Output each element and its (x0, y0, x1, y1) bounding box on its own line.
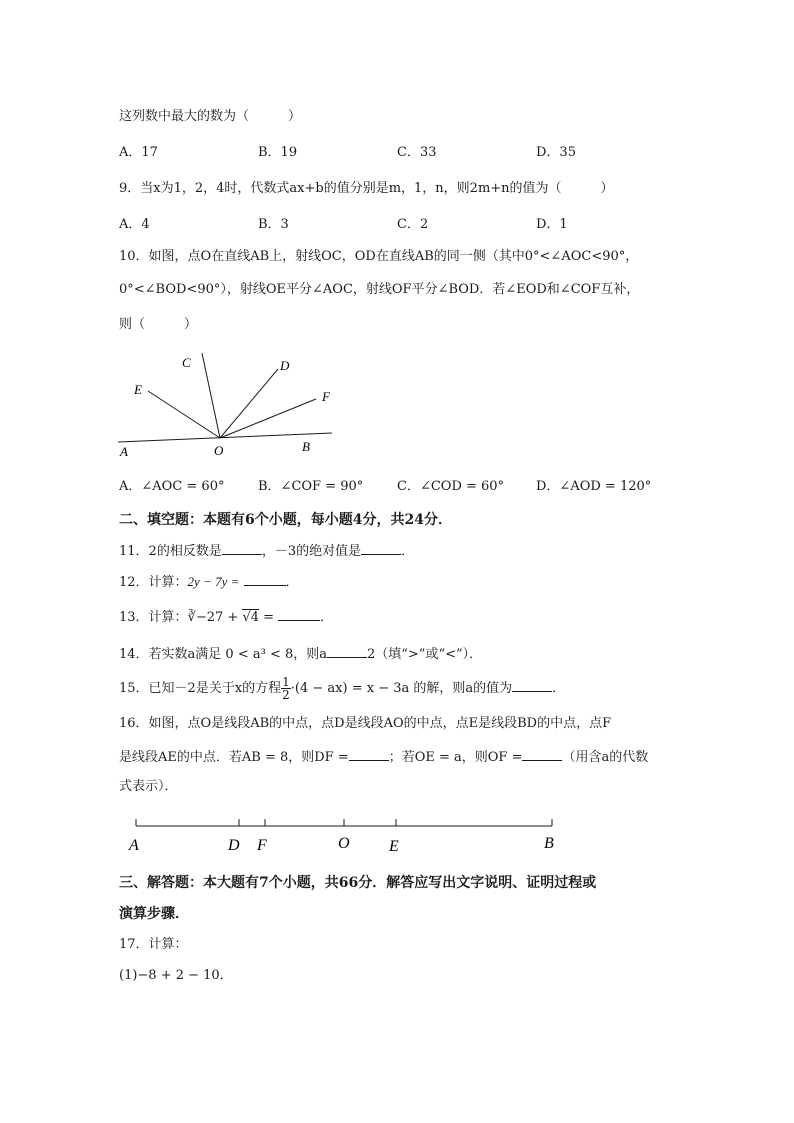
ray-od (220, 369, 278, 438)
label-e: E (134, 382, 142, 397)
label-f: F (322, 389, 330, 404)
q12-expression: 2y − 7y = (187, 574, 240, 589)
q10-option-d: D．∠AOD = 120° (536, 479, 652, 494)
q11-blank-1 (222, 540, 262, 555)
q17-part-1: (1)−8 + 2 − 10． (119, 968, 233, 983)
label-d: D (280, 358, 290, 373)
q11: 11．2的相反数是 ，－3的绝对值是 ． (119, 540, 414, 562)
q13: 13．计算：∛−27 + √4 = ． (119, 606, 333, 628)
q8-option-b: B．19 (258, 145, 298, 160)
q11-blank-2 (361, 540, 401, 555)
q12: 12．计算：2y − 7y = ． (119, 571, 299, 593)
q13-blank (278, 606, 320, 621)
q9-option-d: D．1 (536, 217, 568, 232)
q8-option-a: A．17 (119, 145, 158, 160)
q8-stem: 这列数中最大的数为（ ） (119, 109, 302, 124)
line-ab (118, 433, 332, 442)
q16-blank-2 (522, 746, 562, 761)
ray-oc (202, 353, 220, 438)
point-a: A (129, 837, 139, 854)
label-o: O (214, 443, 224, 458)
q10-angle-figure (110, 345, 350, 465)
q16-blank-1 (349, 746, 389, 761)
point-e: E (389, 838, 399, 855)
q16-line-2: 是线段AE的中点．若AB = 8，则DF = ；若OE = a，则OF = （用含a的代数 (119, 746, 648, 768)
point-f: F (257, 837, 267, 854)
q14-blank (327, 643, 367, 658)
q15-fraction: $\frac{1}{2}$ (282, 675, 290, 702)
q16-line-3: 式表示）． (119, 779, 178, 794)
q14: 14．若实数a满足 0 < a³ < 8，则a 2（填“>”或“<”）． (119, 643, 482, 665)
q15-blank (512, 677, 552, 692)
q16-segment-figure (125, 812, 565, 860)
q15: 15．已知－2是关于x的方程 $\frac{1}{2}$ ·(4 − ax) = x − 3a 的解，则a的值为 ． (119, 675, 566, 702)
section-3-heading-line-2: 演算步骤． (119, 906, 189, 922)
ray-of (220, 399, 316, 438)
ray-oe (148, 391, 220, 438)
q12-blank (244, 571, 286, 586)
q9-stem: 9．当x为1，2，4时，代数式ax+b的值分别是m，1，n，则2m+n的值为（ ） (119, 181, 614, 196)
section-2-heading: 二、填空题：本题有6个小题，每小题4分，共24分． (119, 512, 452, 528)
q16-line-1: 16．如图，点O是线段AB的中点，点D是线段AO的中点，点E是线段BD的中点，点F (119, 716, 612, 731)
label-b: B (302, 439, 310, 454)
point-b: B (544, 835, 554, 852)
q9-option-c: C．2 (397, 217, 429, 232)
q10-line-1: 10．如图，点O在直线AB上，射线OC，OD在直线AB的同一侧（其中0°<∠AOC<90°， (119, 249, 639, 264)
q8-option-c: C．33 (397, 145, 437, 160)
q10-option-c: C．∠COD = 60° (397, 479, 505, 494)
point-o: O (338, 835, 350, 852)
q10-line-2: 0°<∠BOD<90°），射线OE平分∠AOC，射线OF平分∠BOD．若∠EOD和∠COF互补， (119, 282, 640, 297)
label-c: C (182, 355, 191, 370)
q9-option-a: A．4 (119, 217, 150, 232)
label-a: A (120, 444, 128, 459)
q13-expression: ∛−27 + √4 = (187, 610, 275, 625)
q9-option-b: B．3 (258, 217, 289, 232)
section-3-heading-line-1: 三、解答题：本大题有7个小题，共66分．解答应写出文字说明、证明过程或 (119, 875, 597, 891)
q10-option-b: B．∠COF = 90° (258, 479, 364, 494)
point-d: D (228, 837, 240, 854)
q8-option-d: D．35 (536, 145, 576, 160)
q10-line-3: 则（ ） (119, 317, 198, 332)
q17-stem: 17．计算： (119, 937, 188, 952)
q10-option-a: A．∠AOC = 60° (119, 479, 225, 494)
